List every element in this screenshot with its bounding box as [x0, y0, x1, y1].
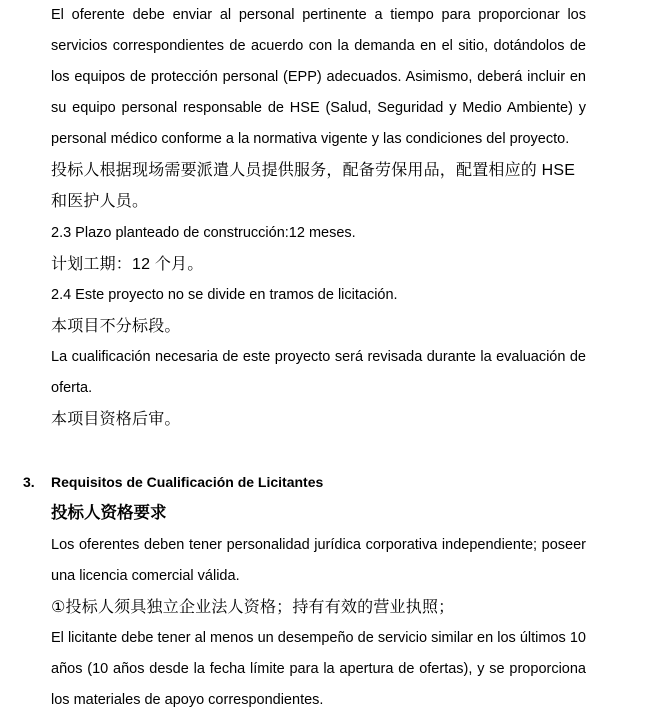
experience-requirement-es: El licitante debe tener al menos un desempeño de servicio similar en los últimos 10 años (10 años desde la fecha límite para la apertura de ofertas), y se proporciona los materiales de apoyo correspondientes.: [51, 630, 586, 708]
no-lots-es: 2.4 Este proyecto no se divide en tramos de licitación.: [51, 287, 398, 303]
hse-staffing-paragraph-cn: 投标人根据现场需要派遣人员提供服务，配备劳保用品，配置相应的 HSE 和医护人员。: [51, 162, 576, 210]
legal-entity-requirement-cn: ①投标人须具独立企业法人资格；持有有效的营业执照；: [51, 599, 455, 616]
qualification-review-cn: 本项目资格后审。: [51, 411, 181, 428]
hse-staffing-paragraph-es: El oferente debe enviar al personal pertinente a tiempo para proporcionar los servicios correspondientes de acuerdo con la demanda en el sitio, dotándolos de los equipos de protección personal (EPP) adecuados. Asimismo, deberá incluir en su equipo personal responsable de HSE (Salud, Seguridad y Medio Ambiente) y personal médico conforme a la normativa vigente y las condiciones del proyecto.: [51, 7, 586, 147]
section-title-cn: 投标人资格要求: [51, 504, 167, 522]
construction-period-es: 2.3 Plazo planteado de construcción:12 meses.: [51, 225, 356, 241]
section-number: 3.: [23, 474, 35, 490]
construction-period-cn: 计划工期：12 个月。: [51, 256, 204, 273]
qualification-review-es: La cualificación necesaria de este proyecto será revisada durante la evaluación de oferta.: [51, 349, 586, 396]
section-title-es: Requisitos de Cualificación de Licitantes: [51, 474, 324, 490]
no-lots-cn: 本项目不分标段。: [51, 318, 181, 335]
legal-entity-requirement-es: Los oferentes deben tener personalidad jurídica corporativa independiente; poseer una licencia comercial válida.: [51, 537, 586, 584]
